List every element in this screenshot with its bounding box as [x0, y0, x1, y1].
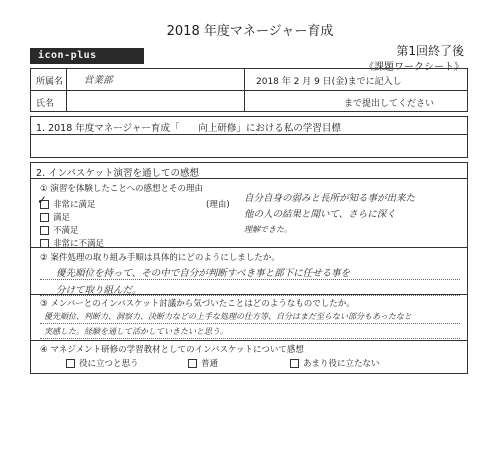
deadline-text-2: まで提出してください — [344, 99, 435, 109]
option-very-dissatisfied[interactable]: 非常に不満足 — [40, 237, 104, 249]
reason-line-3: 理解できた。 — [244, 225, 292, 234]
deadline-text: 2018 年 2 月 9 日(金)までに記入し — [256, 77, 402, 87]
q4-option-normal[interactable]: 普通 — [188, 357, 218, 369]
reason-line-2: 他の人の結果と聞いて、さらに深く — [244, 209, 396, 220]
q3-line-1: 優先順位、判断力、洞察力、決断力などの上手な処理の仕方等、自分はまだ至らない部分もあったなと — [44, 312, 412, 321]
option-satisfied[interactable]: 満足 — [40, 211, 70, 223]
section-2-heading: 2. インバスケット演習を通しての感想 — [36, 168, 199, 179]
q2-heading: ② 案件処理の取り組み手順は具体的にどのようにしましたか。 — [40, 253, 280, 263]
icon-plus-logo: icon-plus — [30, 48, 144, 64]
reason-label: (理由) — [206, 200, 230, 210]
reason-line-1: 自分自身の弱みと長所が知る事が出来た — [244, 193, 416, 204]
worksheet-label: 《課題ワークシート》 — [364, 62, 464, 73]
document-title: 2018 年度マネージャー育成 — [166, 24, 334, 39]
document-subtitle: 第1回終了後 — [396, 44, 464, 58]
q2-line-2: 分けて取り組んだ。 — [56, 285, 142, 296]
checkbox-icon[interactable] — [290, 359, 299, 368]
q4-heading: ④ マネジメント研修の学習教材としてのインバスケットについて感想 — [40, 345, 304, 355]
check-mark-icon: ✓ — [37, 193, 48, 207]
checkbox-icon[interactable] — [188, 359, 197, 368]
name-label: 氏名 — [36, 99, 55, 109]
checkbox-icon[interactable] — [66, 359, 75, 368]
q2-line-1: 優先順位を持って、その中で自分が判断すべき事と部下に任せる事を — [56, 268, 351, 279]
q1-heading: ① 演習を体験したことへの感想とその理由 — [40, 184, 203, 194]
checkbox-icon[interactable] — [40, 226, 49, 235]
dept-value: 営業部 — [84, 75, 113, 86]
checkbox-icon[interactable] — [40, 213, 49, 222]
option-very-satisfied[interactable]: 非常に満足 — [40, 198, 96, 210]
dept-label: 所属名 — [36, 77, 64, 87]
q4-option-useful[interactable]: 役に立つと思う — [66, 357, 139, 369]
section-1-heading: 1. 2018 年度マネージャー育成「 向上研修」における私の学習目標 — [36, 123, 341, 134]
q4-option-not-useful[interactable]: あまり役に立たない — [290, 357, 380, 369]
option-dissatisfied[interactable]: 不満足 — [40, 224, 79, 236]
q3-heading: ③ メンバーとのインバスケット討議から気づいたことはどのようなものでしたか。 — [40, 299, 355, 309]
q3-line-2: 実感した。経験を通して活かしていきたいと思う。 — [44, 327, 228, 336]
